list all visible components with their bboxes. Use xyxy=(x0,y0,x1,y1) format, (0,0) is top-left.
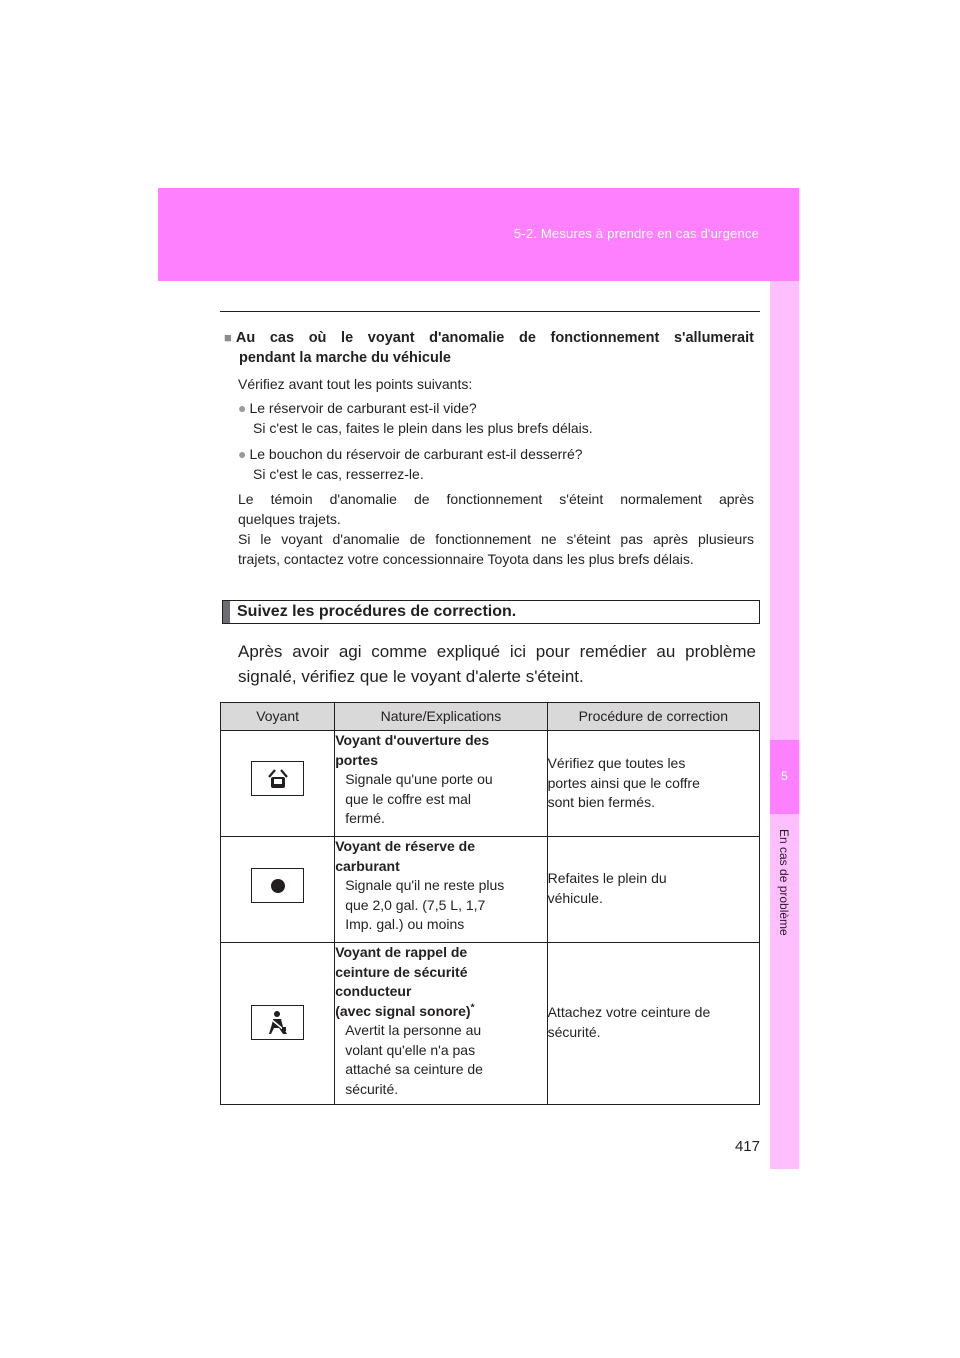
heading-word: s'allumerait xyxy=(673,330,754,346)
note-line: trajets, contactez votre concessionnaire Toyota dans les plus brefs délais. xyxy=(238,551,694,567)
note-line: Le témoin d'anomalie de fonctionnement s'éteint normalement après xyxy=(238,491,754,507)
round-bullet-icon: ● xyxy=(238,446,247,462)
note-line: quelques trajets. xyxy=(238,511,341,527)
round-bullet-icon: ● xyxy=(238,400,247,416)
page-number: 417 xyxy=(734,1138,760,1155)
table-row xyxy=(221,943,760,1105)
indicator-description: Signale qu'une porte ou que le coffre est mal fermé. xyxy=(345,771,493,826)
heading-word: fonctionnement xyxy=(550,330,660,346)
section-intro-line: Après avoir agi comme expliqué ici pour remédier au problème xyxy=(238,642,756,661)
indicator-title: Voyant de réserve de carburant xyxy=(335,838,476,874)
column-header: Voyant xyxy=(221,703,335,731)
chapter-side-tab xyxy=(770,281,799,1169)
table-row xyxy=(221,837,760,943)
check-item-question: Le bouchon du réservoir de carburant est-il desserré? xyxy=(249,446,583,462)
fuel-level-icon xyxy=(251,868,304,903)
chapter-header-band xyxy=(158,188,799,281)
procedure-cell: Attachez votre ceinture de sécurité. xyxy=(547,943,759,1105)
check-item xyxy=(238,444,583,464)
chapter-label: En cas de problème xyxy=(777,829,791,936)
check-item-action: Si c'est le cas, resserrez-le. xyxy=(253,466,424,482)
heading-word: cas xyxy=(269,330,295,346)
section-heading-bar xyxy=(223,601,230,623)
indicator-title: Voyant d'ouverture des portes xyxy=(335,732,490,768)
section-intro-line: signalé, vérifiez que le voyant d'alerte s'éteint. xyxy=(238,667,584,686)
table-header-row xyxy=(221,703,760,731)
table-row xyxy=(221,731,760,837)
check-item xyxy=(238,398,477,418)
section-title: 5-2. Mesures à prendre en cas d'urgence xyxy=(513,226,759,241)
top-divider xyxy=(220,311,760,312)
section-heading-label: Suivez les procédures de correction. xyxy=(237,603,517,620)
indicator-description: Avertit la personne au volant qu'elle n'a pas attaché sa ceinture de sécurité. xyxy=(345,1022,483,1097)
indicator-title: Voyant de rappel de ceinture de sécurité conducteur (avec signal sonore)* xyxy=(335,944,475,1019)
procedure-cell: Refaites le plein du véhicule. xyxy=(547,837,759,943)
nature-cell xyxy=(335,731,547,837)
heading-word: le xyxy=(341,330,354,346)
heading-word: de xyxy=(518,330,536,346)
subsection-heading xyxy=(224,328,754,368)
open-door-icon xyxy=(251,761,304,796)
nature-cell xyxy=(335,837,547,943)
column-header: Nature/Explications xyxy=(335,703,547,731)
indicator-cell xyxy=(221,837,335,943)
indicator-cell xyxy=(221,731,335,837)
seatbelt-reminder-icon xyxy=(251,1005,304,1040)
note-line: Si le voyant d'anomalie de fonctionnement ne s'éteint pas après plusieurs xyxy=(238,531,754,547)
heading-word: voyant xyxy=(367,330,415,346)
section-heading xyxy=(222,600,760,624)
check-item-action: Si c'est le cas, faites le plein dans les plus brefs délais. xyxy=(253,420,593,436)
section-intro xyxy=(238,639,756,689)
check-intro: Vérifiez avant tout les points suivants: xyxy=(238,376,473,392)
square-bullet-icon: ■ Au xyxy=(224,330,256,346)
nature-cell xyxy=(335,943,547,1105)
warning-lights-table xyxy=(220,702,760,1105)
procedure-cell: Vérifiez que toutes les portes ainsi que le coffre sont bien fermés. xyxy=(547,731,759,837)
footnote-asterisk: * xyxy=(470,1001,475,1013)
subsection-heading-line1 xyxy=(224,328,754,348)
subsection-heading-line2: pendant la marche du véhicule xyxy=(239,350,451,366)
column-header: Procédure de correction xyxy=(547,703,759,731)
heading-word: d'anomalie xyxy=(429,330,505,346)
check-item-question: Le réservoir de carburant est-il vide? xyxy=(249,400,477,416)
heading-word: où xyxy=(308,330,327,346)
chapter-number: 5 xyxy=(781,769,788,783)
indicator-cell xyxy=(221,943,335,1105)
indicator-description: Signale qu'il ne reste plus que 2,0 gal. (7,5 L, 1,7 Imp. gal.) ou moins xyxy=(345,877,505,932)
